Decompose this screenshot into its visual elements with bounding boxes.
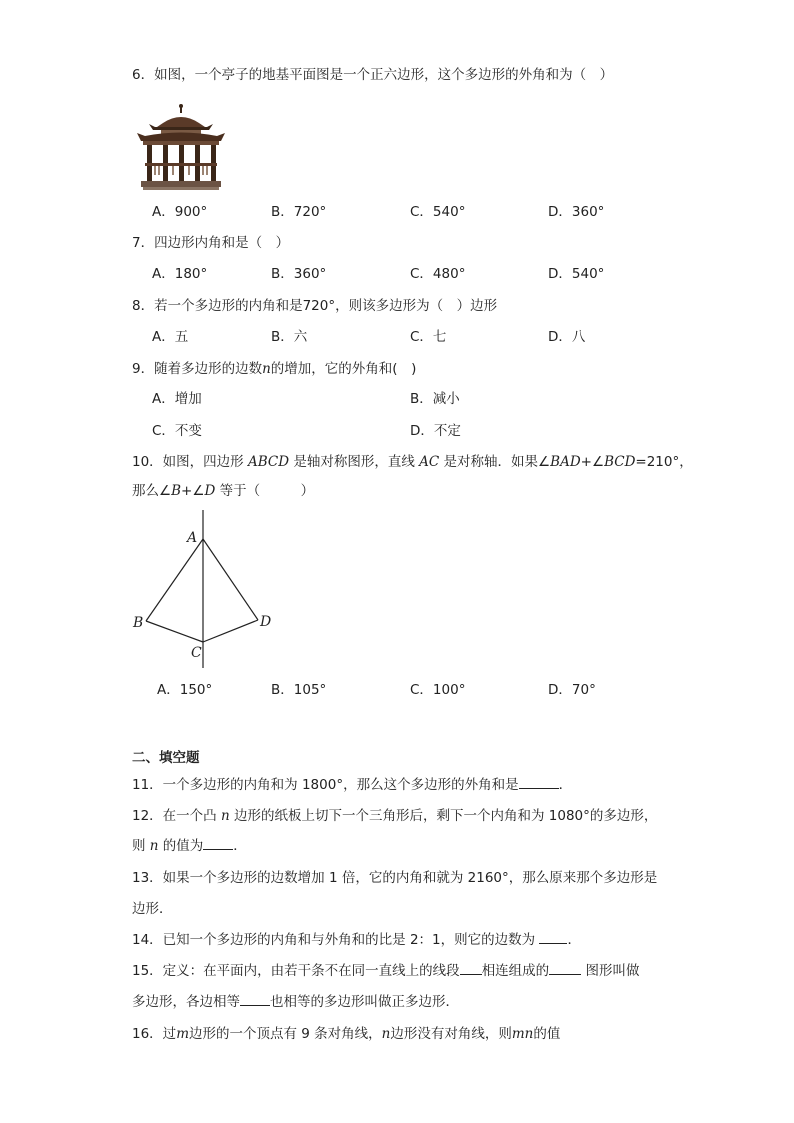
q10-text: 等于（ ）: [215, 483, 315, 499]
q15-text: 图形叫做: [581, 963, 640, 979]
question-11-text: [132, 776, 572, 794]
q6-option-b[interactable]: B．720°: [271, 204, 327, 220]
q10-var-bcd: BCD: [604, 454, 636, 470]
q16-text: 边形的一个顶点有 9 条对角线，: [189, 1026, 382, 1042]
q10-option-a[interactable]: A．150°: [157, 682, 213, 698]
q11-text-pre: 11．一个多边形的内角和为 1800°，那么这个多边形的外角和是: [132, 777, 519, 793]
q8-option-a[interactable]: A．五: [152, 329, 189, 345]
label-d: D: [260, 614, 272, 630]
q16-text: 边形没有对角线，则: [390, 1026, 512, 1042]
question-10-line-1: [132, 453, 693, 471]
q6-option-d[interactable]: D．360°: [548, 204, 605, 220]
q16-text: 16．过: [132, 1026, 177, 1042]
question-12-line-2: [132, 837, 247, 855]
q9-text-pre: 9．随着多边形的边数: [132, 361, 263, 377]
q12-text: 的值为: [158, 838, 204, 854]
edge-ad: [203, 539, 258, 620]
q9-option-d[interactable]: D．不定: [410, 423, 461, 439]
q9-text-post: 的增加，它的外角和( ): [270, 361, 417, 377]
edge-ab: [146, 539, 203, 621]
q10-option-b[interactable]: B．105°: [271, 682, 327, 698]
q12-answer-blank[interactable]: [203, 837, 233, 850]
q16-var-n: n: [381, 1026, 391, 1042]
edge-cd: [203, 620, 258, 642]
q8-option-b[interactable]: B．六: [271, 329, 308, 345]
q9-option-b[interactable]: B．减小: [410, 391, 460, 407]
q10-var-bad: BAD: [550, 454, 581, 470]
question-9-text: [132, 360, 416, 378]
q15-text: 15．定义：在平面内，由若干条不在同一直线上的线段: [132, 963, 460, 979]
q16-var-mn: mn: [511, 1026, 534, 1042]
q7-option-d[interactable]: D．540°: [548, 266, 605, 282]
q11-answer-blank[interactable]: [519, 776, 559, 789]
q12-text-post: 边形的纸板上切下一个三角形后，剩下一个内角和为 1080°的多边形，: [229, 808, 658, 824]
q9-option-c[interactable]: C．不变: [152, 423, 202, 439]
q6-option-a[interactable]: A．900°: [152, 204, 208, 220]
q7-option-a[interactable]: A．180°: [152, 266, 208, 282]
q15-blank-1[interactable]: [460, 962, 482, 975]
q10-option-d[interactable]: D．70°: [548, 682, 596, 698]
q16-text: 的值: [533, 1026, 561, 1042]
label-c: C: [191, 645, 202, 661]
q7-option-b[interactable]: B．360°: [271, 266, 327, 282]
q9-option-a[interactable]: A．增加: [152, 391, 202, 407]
q10-text: 那么∠: [132, 483, 172, 499]
q15-text: 也相等的多边形叫做正多边形．: [270, 994, 459, 1010]
q10-var-d: D: [204, 483, 216, 499]
q12-text: 则: [132, 838, 150, 854]
q14-text-pre: 14．已知一个多边形的内角和与外角和的比是 2：1，则它的边数为: [132, 932, 540, 948]
q15-text: 相连组成的: [481, 963, 550, 979]
q12-var-n: n: [220, 808, 230, 824]
q10-var-abcd: ABCD: [247, 454, 290, 470]
question-13-line-1: 13．如果一个多边形的边数增加 1 倍，它的内角和就为 2160°，那么原来那个多边形是: [132, 870, 658, 886]
pavilion-image: [133, 103, 230, 191]
q12-var-n: n: [149, 838, 159, 854]
question-14-text: [132, 931, 581, 949]
q10-text: 10．如图，四边形: [132, 454, 248, 470]
q10-text: +∠: [181, 483, 205, 499]
q10-text: +∠: [580, 454, 605, 470]
q12-text-pre: 12．在一个凸: [132, 808, 221, 824]
question-16-text: [132, 1025, 560, 1043]
q15-blank-3[interactable]: [240, 993, 270, 1006]
q10-text: 是轴对称图形，直线: [289, 454, 420, 470]
question-8-text: 8．若一个多边形的内角和是720°，则该多边形为（ ）边形: [132, 298, 498, 314]
q14-text-post: ．: [567, 932, 581, 948]
question-12-line-1: [132, 807, 657, 825]
quadrilateral-figure: [130, 505, 280, 670]
edge-bc: [146, 621, 203, 642]
question-6-text: 6．如图，一个亭子的地基平面图是一个正六边形，这个多边形的外角和为（ ）: [132, 67, 614, 83]
question-7-text: 7．四边形内角和是（ ）: [132, 235, 290, 251]
q10-text: =210°，: [635, 454, 693, 470]
q10-text: 是对称轴．如果∠: [439, 454, 551, 470]
q8-option-d[interactable]: D．八: [548, 329, 586, 345]
q10-var-ac: AC: [419, 454, 440, 470]
q9-var-n: n: [262, 361, 271, 377]
q16-var-m: m: [176, 1026, 189, 1042]
q10-option-c[interactable]: C．100°: [410, 682, 466, 698]
q14-answer-blank[interactable]: [539, 931, 567, 944]
question-13-line-2: 边形．: [132, 901, 173, 917]
question-15-line-1: [132, 962, 639, 980]
q11-text-post: ．: [558, 777, 573, 793]
q6-option-c[interactable]: C．540°: [410, 204, 466, 220]
question-10-line-2: [132, 482, 314, 500]
q12-text: ．: [233, 838, 247, 854]
q10-var-b: B: [171, 483, 182, 499]
label-b: B: [133, 615, 144, 631]
question-15-line-2: [132, 993, 459, 1011]
label-a: A: [187, 530, 198, 546]
q15-text: 多边形，各边相等: [132, 994, 240, 1010]
section-2-title: 二、填空题: [132, 750, 200, 766]
q8-option-c[interactable]: C．七: [410, 329, 447, 345]
q15-blank-2[interactable]: [549, 962, 581, 975]
q7-option-c[interactable]: C．480°: [410, 266, 466, 282]
